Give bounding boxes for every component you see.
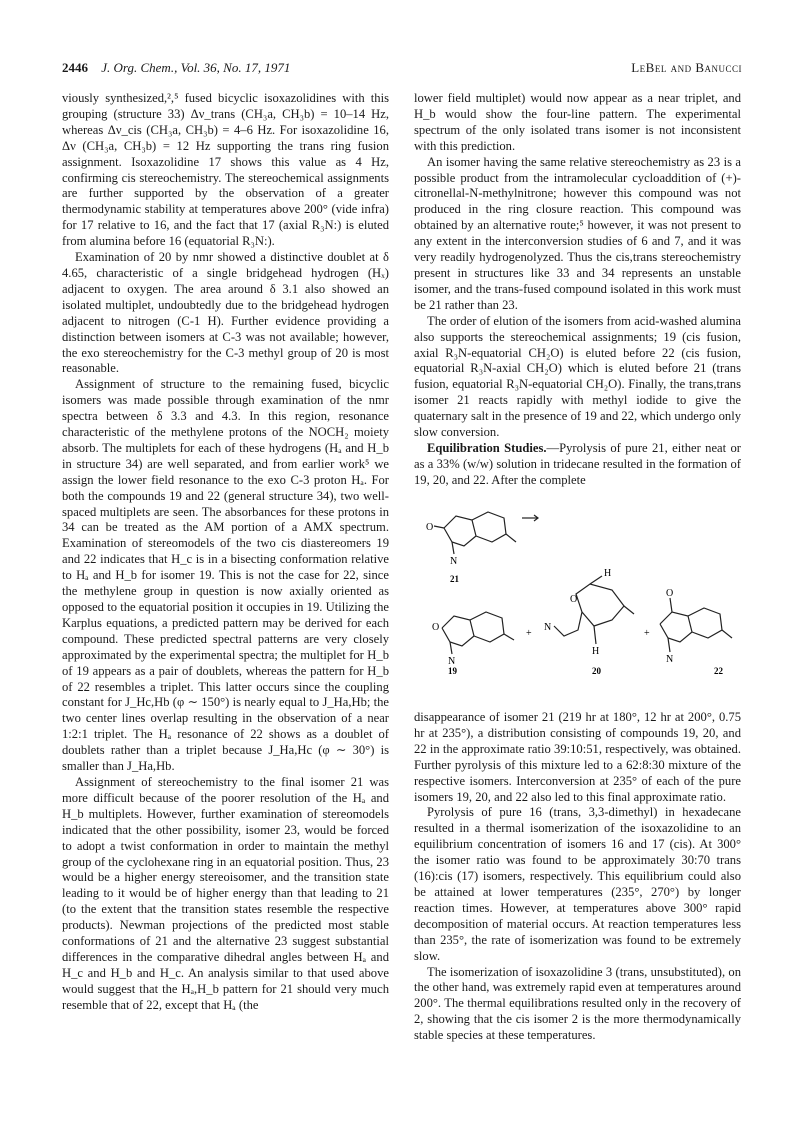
atom-n: N [448, 656, 456, 667]
methyl-bond [504, 634, 514, 640]
paragraph: Pyrolysis of pure 16 (trans, 3,3-dimethyl) in hexadecane resulted in a thermal isomerization of the isoxazolidine to an equilibrium concentration of isomers 16 and 17 (cis). At 300° the isomer ratio was found to be approximately 30:70 trans (16):cis (17) isomers, respectively. This equilibrium could also be attained at lower temperatures (235°, 270°) by longer reaction times. However, at temperatures above 300° rapid decomposition of material occurs. At reaction temperatures less than 235°, the rate of isomerization was found to be extremely slow. [414, 805, 741, 963]
running-header [62, 60, 742, 80]
journal-citation: J. Org. Chem., Vol. 36, No. 17, 1971 [101, 60, 291, 75]
o-bond [434, 526, 444, 528]
methyl-bond [722, 630, 732, 638]
atom-h: H [604, 568, 612, 579]
header-authors: LeBel and Banucci [631, 60, 742, 75]
plus-sign: + [526, 628, 532, 639]
reaction-scheme [414, 498, 741, 703]
paragraph: lower field multiplet) would now appear as a near triplet, and H_b would show the four-line pattern. The experimental spectrum of the only isolated trans isomer is not inconsistent with this prediction. [414, 91, 741, 153]
plus-sign: + [644, 628, 650, 639]
section-text: —Pyrolysis of pure 21, either neat or as a 33% (w/w) solution in tridecane resulted in the formation of 19, 20, and 22. After the complete [414, 440, 741, 487]
atom-o: O [432, 622, 440, 633]
right-column-bottom [414, 710, 741, 1044]
h-bond-lower [594, 626, 596, 644]
bicycle-21-ring [444, 516, 476, 546]
bicycle-22-ring [660, 612, 692, 642]
right-column-top [414, 91, 741, 489]
reaction-scheme-svg [414, 498, 741, 703]
bicycle-22-ring2 [688, 608, 722, 638]
atom-h: H [592, 646, 600, 657]
n-methyl-bond [450, 642, 452, 654]
n-methyl-bond [452, 542, 454, 554]
bicycle-19-ring2 [470, 612, 504, 642]
paragraph: Assignment of structure to the remaining fused, bicyclic isomers was made possible through examination of the nmr spectra between δ 3.3 and 4.3. In this region, resonance characteristic of the methylene protons of the NOCH₂ moiety absorb. The multiplets for each of these hydrogens (Hₐ and H_b in structure 34) are well separated, and from earlier work⁵ we assign the lower field resonance to the exo C-3 proton Hₐ. For both the compounds 19 and 22 (general structure 34), two well-spaced multiplets are seen. The absorbances for these protons in 34 can be treated as the AM portion of a AMX spectrum. Examination of stereomodels of the two cis diastereomers 19 and 22 indicates that H_c is in a bisecting conformation relative to Hₐ and H_b for isomer 19. This is not the case for 22, since the methylene group in question is now axially oriented as opposed to the equatorial position it occupies in 19. Utilizing the Karplus equations, a predicted pattern may be derived for each compound. These predicted spectral patterns are very closely approximated by the experimental spectra; the multiplet for H_b of 19 appears as a pair of doublets, whereas the pattern for H_b of 22 resembles a triplet. This latter occurs since the coupling constant for J_Hc,Hb (φ ∼ 150°) is nearly equal to J_Ha,Hb; the two center lines overlap resulting in the observation of a near 1:2:1 triplet. The Hₐ resonance of 22 shows as a doublet of doublets rather than a triplet because J_Ha,Hc (φ ∼ 30°) is smaller than J_Ha,Hb. [62, 377, 389, 774]
bridged-20-ring [554, 584, 624, 636]
header-left [62, 60, 290, 76]
methyl-bond [506, 534, 516, 542]
atom-o: O [666, 588, 674, 599]
compound-label-19: 19 [448, 666, 457, 676]
section-heading: Equilibration Studies. [427, 440, 547, 455]
section-paragraph [414, 441, 741, 489]
n-methyl-bond [668, 638, 670, 652]
paragraph: The order of elution of the isomers from acid-washed alumina also supports the stereochemical assignments; 19 (cis fusion, axial R₃N-equatorial CH₂O) is eluted before 22 (cis fusion, equatorial R₃N-axial CH₂O) which is eluted before 21 (trans fusion, equatorial R₃N-equatorial CH₂O). Finally, the trans,trans isomer 21 reacts rapidly with methyl iodide to give the quaternary salt in the presence of 19 and 22, which undergo only slow conversion. [414, 313, 741, 440]
atom-n: N [544, 622, 552, 633]
methyl-bond [624, 606, 634, 614]
paragraph: disappearance of isomer 21 (219 hr at 180°, 12 hr at 200°, 0.75 hr at 235°), a distribution consisting of compounds 19, 20, and 22 in the approximate ratio 39:10:51, respectively, was obtained. Further pyrolysis of this mixture led to a 62:8:30 mixture of the respective isomers. Interconversion at 235° of each of the pure isomers 19, 20, and 22 also led to this final approximate ratio. [414, 710, 741, 804]
compound-label-21: 21 [450, 574, 459, 584]
paragraph: Assignment of stereochemistry to the final isomer 21 was more difficult because of the poorer resolution of the Hₐ and H_b multiplets. However, further examination of stereomodels indicated that the other possibility, isomer 23, would be forced to adopt a twist conformation in order to maintain the methyl group of the cyclohexane ring in an equatorial position. Thus, 23 would be a higher energy stereoisomer, and the transition state leading to it would be of higher energy than that leading to 21 (to the extent that the transition states resemble the respective products). Newman projections of the predicted most stable conformations of 21 and the alternative 23 suggest substantial differences in the comparative dihedral angles between Hₐ and H_c and H_b and H_c. An analysis similar to that used above would suggest that the Hₐ,H_b pattern for 21 should very much resemble that of 22, except that Hₐ (the [62, 774, 389, 1012]
bicycle-21-ring2 [472, 512, 506, 542]
bicycle-19-ring [442, 616, 474, 646]
compound-label-22: 22 [714, 666, 723, 676]
paragraph: An isomer having the same relative stereochemistry as 23 is a possible product from the intramolecular cycloaddition of (+)-citronellal-N-methylnitrone; however this compound was not produced in the ring closure reaction. This compound was obtained by an alternative route;⁵ however, it was not present to any extent in the interconversion studies of 6 and 7, and it was very readily hydrogenolyzed. Thus the cis,trans stereochemistry present in structures like 33 and 34 represents an unstable isomer, and the trans-fused compound isolated in this work must be 21 rather than 23. [414, 154, 741, 312]
paragraph: Examination of 20 by nmr showed a distinctive doublet at δ 4.65, characteristic of a single bridgehead hydrogen (Hₓ) adjacent to oxygen. The area around δ 3.1 also showed an isolated multiplet, undoubtedly due to the bridgehead hydrogen adjacent to nitrogen (C-1 H). Further evidence providing a distinction between isomers at C-3 was not available; however, the exo stereochemistry for the C-3 methyl group of 20 is most reasonable. [62, 250, 389, 376]
left-column [62, 91, 389, 1014]
paragraph: viously synthesized,²,⁵ fused bicyclic isoxazolidines with this grouping (structure 33) Δν_trans (CH₃a, CH₃b) = 10–14 Hz, whereas Δν_cis (CH₃a, CH₃b) = 4–6 Hz. For isoxazolidine 16, Δν (CH₃a, CH₃b) = 12 Hz supporting the trans ring fusion assignment. Isoxazolidine 17 shows this value as 4 Hz, confirming cis stereochemistry. The stereochemical assignments are further supported by the observation of a greater thermodynamic stability at temperatures above 200° (vide infra) for 17 relative to 16, and the fact that 17 (axial R₃N:) is eluted from alumina before 16 (equatorial R₃N:). [62, 91, 389, 249]
paragraph: The isomerization of isoxazolidine 3 (trans, unsubstituted), on the other hand, was extremely rapid even at temperatures around 200°. The thermal equilibrations resulted only in the recovery of 2, showing that the cis isomer 2 is the more thermodynamically stable species at these temperatures. [414, 964, 741, 1043]
h-bond [590, 576, 602, 584]
page-number: 2446 [62, 60, 88, 75]
o-bond-up [670, 598, 672, 612]
compound-label-20: 20 [592, 666, 601, 676]
atom-o: O [570, 594, 578, 605]
atom-n: N [666, 654, 674, 665]
atom-o: O [426, 522, 434, 533]
atom-n: N [450, 556, 458, 567]
